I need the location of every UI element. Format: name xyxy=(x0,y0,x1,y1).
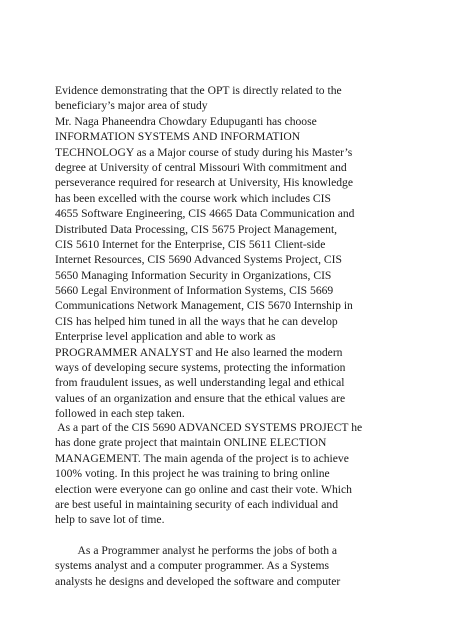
text-line: systems analyst and a computer programmer. As a Systems xyxy=(55,559,330,573)
text-line: CIS 5610 Internet for the Enterprise, CIS 5611 Client-side xyxy=(55,237,326,251)
text-line: As a part of the CIS 5690 ADVANCED SYSTEMS PROJECT he xyxy=(55,421,363,434)
text-line: TECHNOLOGY as a Major course of study during his Master’s xyxy=(55,145,353,159)
text-line: 5660 Legal Environment of Information Systems, CIS 5669 xyxy=(55,284,334,298)
text-line: has done grate project that maintain ONLINE ELECTION xyxy=(55,436,327,450)
text-line: degree at University of central Missouri With commitment and xyxy=(55,160,347,174)
text-line: Communications Network Management, CIS 5670 Internship in xyxy=(55,299,353,313)
text-line: As a Programmer analyst he performs the jobs of both a xyxy=(55,544,338,557)
text-line: analysts he designs and developed the software and computer xyxy=(55,574,341,588)
text-line: ways of developing secure systems, protecting the information xyxy=(55,361,346,375)
text-line: election were everyone can go online and cast their vote. Which xyxy=(55,482,352,496)
text-line: has been excelled with the course work which includes CIS xyxy=(55,191,331,205)
text-line: from fraudulent issues, as well understanding legal and ethical xyxy=(55,376,345,390)
paragraph-project xyxy=(55,420,415,528)
text-line: PROGRAMMER ANALYST and He also learned the modern xyxy=(55,345,343,359)
text-line: Evidence demonstrating that the OPT is directly related to the xyxy=(55,84,342,97)
text-line: MANAGEMENT. The main agenda of the project is to achieve xyxy=(55,451,349,465)
text-line: INFORMATION SYSTEMS AND INFORMATION xyxy=(55,130,301,144)
paragraph-evidence xyxy=(55,83,415,422)
text-line: Distributed Data Processing, CIS 5675 Project Management, xyxy=(55,222,338,236)
paragraph-programmer-analyst xyxy=(55,543,415,589)
text-line: are best useful in maintaining security of each individual and xyxy=(55,497,338,511)
text-line: beneficiary’s major area of study xyxy=(55,99,208,113)
text-line: Internet Resources, CIS 5690 Advanced Systems Project, CIS xyxy=(55,253,342,267)
text-line: Mr. Naga Phaneendra Chowdary Edupuganti has choose xyxy=(55,114,317,128)
text-line: Enterprise level application and able to work as xyxy=(55,330,276,344)
text-line: values of an organization and ensure that the ethical values are xyxy=(55,391,346,405)
text-line: 4655 Software Engineering, CIS 4665 Data Communication and xyxy=(55,207,355,221)
text-line: CIS has helped him tuned in all the ways that he can develop xyxy=(55,314,338,328)
text-line: 5650 Managing Information Security in Organizations, CIS xyxy=(55,268,332,282)
text-line: help to save lot of time. xyxy=(55,513,165,527)
text-line: 100% voting. In this project he was training to bring online xyxy=(55,467,330,481)
text-line: followed in each step taken. xyxy=(55,407,185,421)
text-line: perseverance required for research at University, His knowledge xyxy=(55,176,353,190)
